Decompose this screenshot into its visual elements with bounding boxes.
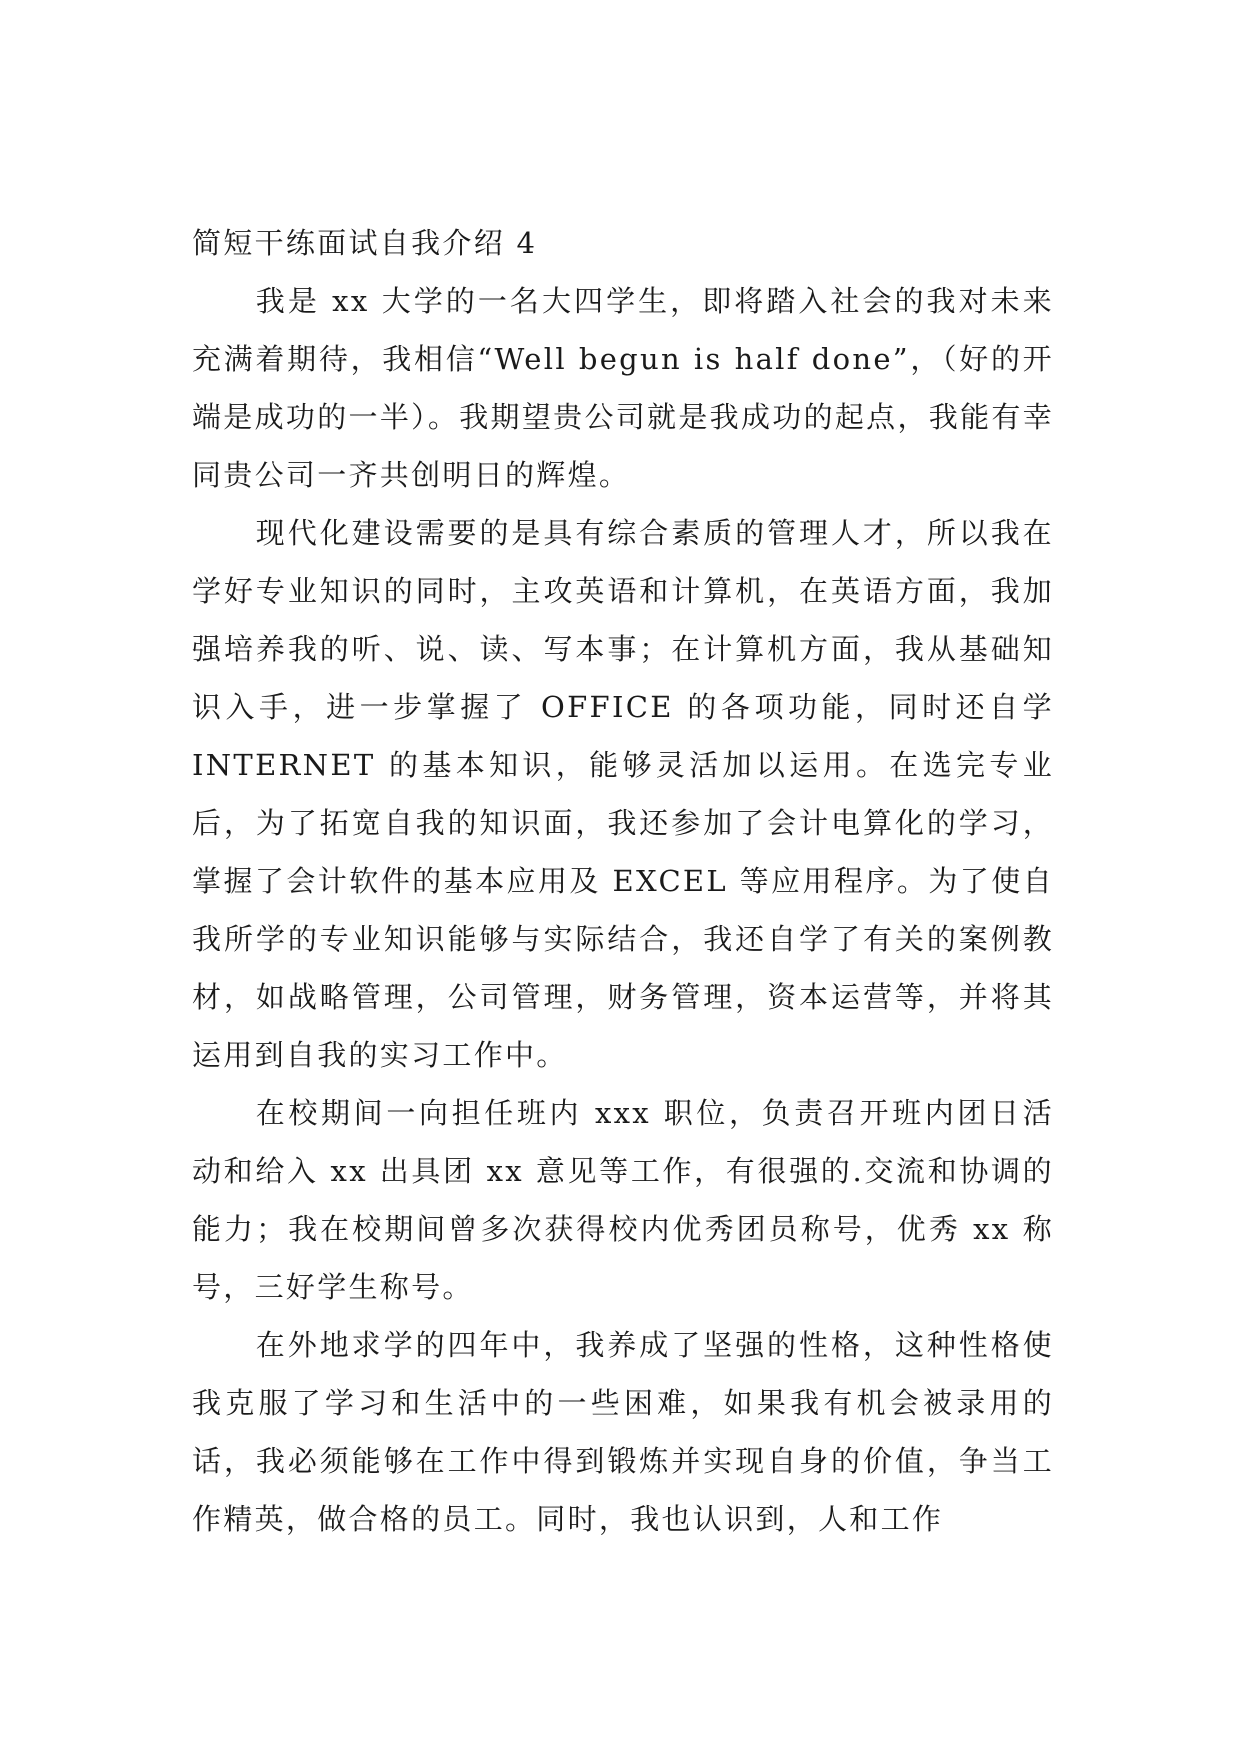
paragraph-intro: 我是 xx 大学的一名大四学生，即将踏入社会的我对未来充满着期待，我相信“Well begun is half done”，（好的开端是成功的一半）。我期望贵公司就是我成功的起点，我能有幸同贵公司一齐共创明日的辉煌。 — [192, 284, 1054, 492]
document-body — [192, 214, 1054, 1548]
paragraph-campus-roles: 在校期间一向担任班内 xxx 职位，负责召开班内团日活动和给入 xx 出具团 xx 意见等工作，有很强的.交流和协调的能力；我在校期间曾多次获得校内优秀团员称号，优秀 xx 称号，三好学生称号。 — [192, 1096, 1054, 1304]
document-title: 简短干练面试自我介绍 4 — [192, 226, 538, 260]
paragraph-skills: 现代化建设需要的是具有综合素质的管理人才，所以我在学好专业知识的同时，主攻英语和计算机，在英语方面，我加强培养我的听、说、读、写本事；在计算机方面，我从基础知识入手，进一步掌握了 OFFICE 的各项功能，同时还自学 INTERNET 的基本知识，能够灵活加以运用。在选完专业后，为了拓宽自我的知识面，我还参加了会计电算化的学习，掌握了会计软件的基本应用及 EXCEL 等应用程序。为了使自我所学的专业知识能够与实际结合，我还自学了有关的案例教材，如战略管理，公司管理，财务管理，资本运营等，并将其运用到自我的实习工作中。 — [192, 516, 1054, 1072]
paragraph-character: 在外地求学的四年中，我养成了坚强的性格，这种性格使我克服了学习和生活中的一些困难，如果我有机会被录用的话，我必须能够在工作中得到锻炼并实现自身的价值，争当工作精英，做合格的员工。同时，我也认识到，人和工作 — [192, 1328, 1054, 1536]
